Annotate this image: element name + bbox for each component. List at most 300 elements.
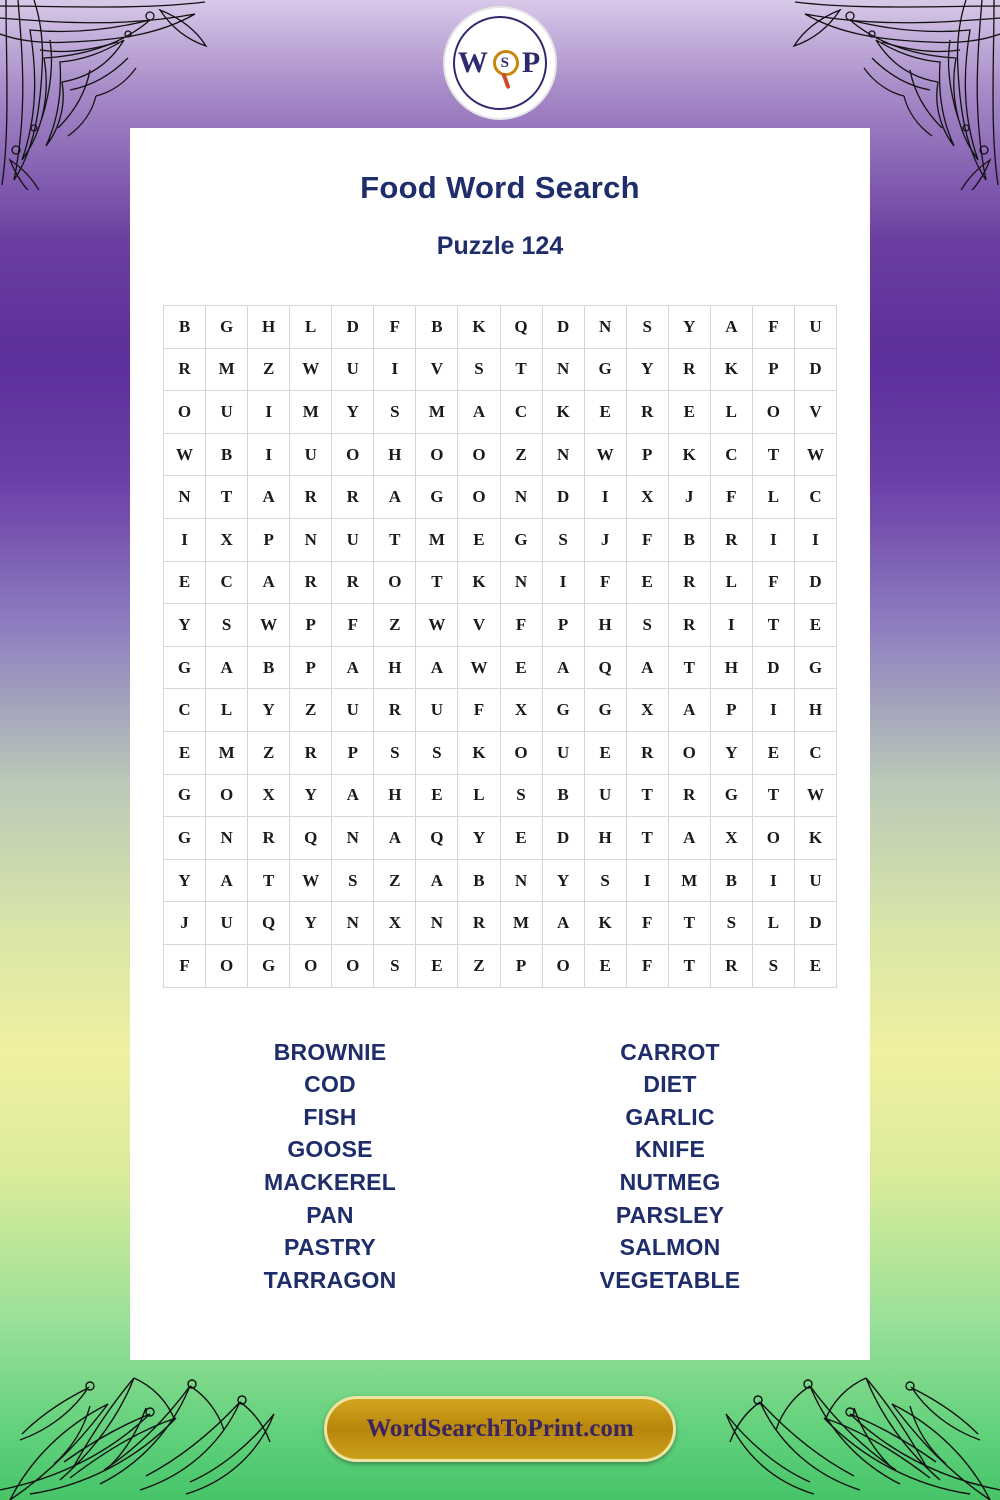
grid-cell[interactable]: F: [626, 944, 668, 987]
grid-cell[interactable]: A: [542, 902, 584, 945]
grid-cell[interactable]: S: [710, 902, 752, 945]
grid-cell[interactable]: H: [584, 817, 626, 860]
grid-cell[interactable]: A: [206, 646, 248, 689]
grid-cell[interactable]: S: [458, 348, 500, 391]
grid-cell[interactable]: G: [206, 306, 248, 349]
grid-cell[interactable]: Y: [164, 604, 206, 647]
grid-cell[interactable]: O: [206, 944, 248, 987]
grid-cell[interactable]: E: [416, 774, 458, 817]
grid-cell[interactable]: U: [290, 433, 332, 476]
grid-cell[interactable]: T: [668, 902, 710, 945]
grid-cell[interactable]: B: [164, 306, 206, 349]
grid-cell[interactable]: I: [542, 561, 584, 604]
grid-cell[interactable]: T: [668, 646, 710, 689]
grid-cell[interactable]: U: [794, 306, 836, 349]
logo-letter-s: S: [500, 54, 511, 71]
page-title: Food Word Search: [360, 170, 640, 205]
grid-cell[interactable]: D: [794, 561, 836, 604]
grid-cell[interactable]: O: [332, 433, 374, 476]
grid-cell[interactable]: Z: [290, 689, 332, 732]
grid-cell[interactable]: B: [710, 859, 752, 902]
grid-cell[interactable]: Q: [416, 817, 458, 860]
word-list-item: KNIFE: [635, 1136, 705, 1163]
grid-cell[interactable]: N: [332, 817, 374, 860]
grid-cell[interactable]: P: [710, 689, 752, 732]
grid-cell[interactable]: A: [206, 859, 248, 902]
grid-cell[interactable]: Y: [290, 902, 332, 945]
grid-cell[interactable]: Y: [626, 348, 668, 391]
grid-cell[interactable]: N: [542, 433, 584, 476]
grid-cell[interactable]: O: [416, 433, 458, 476]
grid-cell[interactable]: Y: [290, 774, 332, 817]
grid-cell[interactable]: T: [374, 518, 416, 561]
grid-cell[interactable]: M: [290, 391, 332, 434]
grid-cell[interactable]: A: [626, 646, 668, 689]
grid-cell[interactable]: M: [668, 859, 710, 902]
grid-cell[interactable]: I: [248, 433, 290, 476]
grid-cell[interactable]: K: [668, 433, 710, 476]
grid-cell[interactable]: X: [206, 518, 248, 561]
grid-cell[interactable]: I: [626, 859, 668, 902]
grid-cell[interactable]: Y: [668, 306, 710, 349]
grid-cell[interactable]: B: [542, 774, 584, 817]
grid-cell[interactable]: T: [668, 944, 710, 987]
grid-cell[interactable]: R: [332, 476, 374, 519]
grid-cell[interactable]: H: [374, 646, 416, 689]
grid-cell[interactable]: N: [500, 561, 542, 604]
word-list-item: GOOSE: [287, 1136, 373, 1163]
grid-cell[interactable]: X: [626, 476, 668, 519]
grid-cell[interactable]: U: [794, 859, 836, 902]
grid-cell[interactable]: W: [290, 348, 332, 391]
grid-cell[interactable]: A: [542, 646, 584, 689]
grid-cell[interactable]: A: [248, 561, 290, 604]
grid-cell[interactable]: T: [752, 604, 794, 647]
grid-cell[interactable]: A: [668, 817, 710, 860]
grid-cell[interactable]: P: [290, 646, 332, 689]
grid-cell[interactable]: P: [290, 604, 332, 647]
grid-cell[interactable]: D: [542, 476, 584, 519]
grid-cell[interactable]: S: [374, 391, 416, 434]
grid-cell[interactable]: R: [626, 731, 668, 774]
grid-cell[interactable]: Z: [374, 859, 416, 902]
grid-cell[interactable]: Y: [164, 859, 206, 902]
grid-cell[interactable]: N: [164, 476, 206, 519]
grid-cell[interactable]: P: [248, 518, 290, 561]
grid-cell[interactable]: I: [752, 859, 794, 902]
grid-cell[interactable]: H: [794, 689, 836, 732]
grid-row: [164, 646, 837, 689]
grid-row: [164, 306, 837, 349]
grid-cell[interactable]: W: [458, 646, 500, 689]
logo-circle: [453, 16, 547, 110]
grid-cell[interactable]: U: [206, 391, 248, 434]
grid-cell[interactable]: E: [416, 944, 458, 987]
grid-cell[interactable]: W: [794, 774, 836, 817]
grid-cell[interactable]: F: [374, 306, 416, 349]
word-list: [180, 1036, 820, 1297]
grid-cell[interactable]: T: [206, 476, 248, 519]
grid-cell[interactable]: F: [710, 476, 752, 519]
grid-cell[interactable]: G: [794, 646, 836, 689]
website-label: WordSearchToPrint.com: [366, 1415, 634, 1442]
grid-cell[interactable]: I: [710, 604, 752, 647]
word-list-item: SALMON: [619, 1234, 721, 1261]
grid-cell[interactable]: W: [794, 433, 836, 476]
word-list-item: FISH: [303, 1103, 357, 1130]
grid-cell[interactable]: G: [416, 476, 458, 519]
grid-cell[interactable]: I: [164, 518, 206, 561]
grid-cell[interactable]: Z: [248, 348, 290, 391]
grid-cell[interactable]: H: [374, 774, 416, 817]
grid-cell[interactable]: F: [626, 518, 668, 561]
grid-row: [164, 689, 837, 732]
grid-cell[interactable]: E: [500, 646, 542, 689]
grid-cell[interactable]: G: [584, 348, 626, 391]
grid-cell[interactable]: S: [206, 604, 248, 647]
grid-cell[interactable]: Q: [500, 306, 542, 349]
grid-cell[interactable]: D: [794, 902, 836, 945]
grid-row: [164, 859, 837, 902]
grid-cell[interactable]: C: [794, 476, 836, 519]
grid-cell[interactable]: W: [416, 604, 458, 647]
grid-cell[interactable]: R: [248, 817, 290, 860]
grid-cell[interactable]: T: [626, 774, 668, 817]
word-list-item: GARLIC: [625, 1103, 715, 1130]
grid-row: [164, 476, 837, 519]
grid-cell[interactable]: E: [164, 731, 206, 774]
grid-cell[interactable]: G: [584, 689, 626, 732]
grid-cell[interactable]: U: [416, 689, 458, 732]
grid-cell[interactable]: F: [164, 944, 206, 987]
word-list-item: TARRAGON: [263, 1267, 397, 1294]
grid-cell[interactable]: R: [374, 689, 416, 732]
grid-cell[interactable]: U: [332, 518, 374, 561]
grid-cell[interactable]: I: [248, 391, 290, 434]
grid-cell[interactable]: E: [584, 731, 626, 774]
grid-cell[interactable]: R: [668, 774, 710, 817]
grid-cell[interactable]: F: [626, 902, 668, 945]
grid-cell[interactable]: M: [206, 348, 248, 391]
grid-cell[interactable]: X: [248, 774, 290, 817]
grid-cell[interactable]: U: [332, 348, 374, 391]
word-list-item: NUTMEG: [619, 1169, 721, 1196]
grid-cell[interactable]: C: [794, 731, 836, 774]
grid-cell[interactable]: O: [542, 944, 584, 987]
grid-cell[interactable]: R: [710, 518, 752, 561]
grid-cell[interactable]: N: [500, 476, 542, 519]
grid-cell[interactable]: O: [164, 391, 206, 434]
grid-cell[interactable]: B: [668, 518, 710, 561]
grid-row: [164, 561, 837, 604]
grid-cell[interactable]: L: [458, 774, 500, 817]
grid-cell[interactable]: Q: [290, 817, 332, 860]
grid-cell[interactable]: N: [290, 518, 332, 561]
grid-row: [164, 433, 837, 476]
grid-cell[interactable]: G: [164, 774, 206, 817]
grid-cell[interactable]: B: [416, 306, 458, 349]
grid-cell[interactable]: K: [458, 306, 500, 349]
word-list-item: BROWNIE: [273, 1038, 387, 1065]
grid-cell[interactable]: Q: [248, 902, 290, 945]
grid-row: [164, 604, 837, 647]
grid-cell[interactable]: A: [710, 306, 752, 349]
grid-cell[interactable]: O: [668, 731, 710, 774]
grid-cell[interactable]: E: [668, 391, 710, 434]
grid-cell[interactable]: Z: [500, 433, 542, 476]
grid-cell[interactable]: A: [416, 859, 458, 902]
grid-cell[interactable]: L: [290, 306, 332, 349]
grid-cell[interactable]: U: [584, 774, 626, 817]
grid-cell[interactable]: F: [752, 306, 794, 349]
grid-cell[interactable]: S: [626, 604, 668, 647]
grid-cell[interactable]: P: [332, 731, 374, 774]
grid-cell[interactable]: T: [500, 348, 542, 391]
grid-cell[interactable]: L: [752, 476, 794, 519]
grid-cell[interactable]: O: [752, 817, 794, 860]
grid-cell[interactable]: U: [542, 731, 584, 774]
grid-row: [164, 348, 837, 391]
puzzle-number: Puzzle 124: [436, 232, 564, 260]
grid-cell[interactable]: H: [374, 433, 416, 476]
magnifier-icon: [493, 50, 519, 76]
grid-cell[interactable]: O: [206, 774, 248, 817]
grid-cell[interactable]: G: [542, 689, 584, 732]
grid-cell[interactable]: P: [500, 944, 542, 987]
grid-cell[interactable]: C: [164, 689, 206, 732]
word-list-item: COD: [304, 1071, 356, 1098]
grid-cell[interactable]: X: [500, 689, 542, 732]
grid-cell[interactable]: G: [710, 774, 752, 817]
grid-cell[interactable]: B: [458, 859, 500, 902]
grid-cell[interactable]: O: [500, 731, 542, 774]
grid-cell[interactable]: R: [626, 391, 668, 434]
logo-letter-p: P: [521, 46, 543, 79]
grid-cell[interactable]: F: [332, 604, 374, 647]
grid-cell[interactable]: D: [542, 306, 584, 349]
puzzle-sheet: [130, 128, 870, 1360]
grid-cell[interactable]: A: [458, 391, 500, 434]
grid-cell[interactable]: E: [164, 561, 206, 604]
word-list-item: VEGETABLE: [599, 1267, 741, 1294]
letter-grid[interactable]: [163, 305, 837, 988]
grid-cell[interactable]: F: [500, 604, 542, 647]
grid-cell[interactable]: F: [584, 561, 626, 604]
grid-cell[interactable]: J: [668, 476, 710, 519]
grid-cell[interactable]: A: [416, 646, 458, 689]
grid-cell[interactable]: W: [164, 433, 206, 476]
grid-cell[interactable]: C: [710, 433, 752, 476]
grid-cell[interactable]: N: [542, 348, 584, 391]
word-list-item: DIET: [643, 1071, 697, 1098]
grid-cell[interactable]: K: [458, 731, 500, 774]
grid-cell[interactable]: X: [710, 817, 752, 860]
word-list-right-column: [520, 1036, 820, 1297]
grid-cell[interactable]: R: [290, 731, 332, 774]
grid-cell[interactable]: T: [752, 433, 794, 476]
grid-cell[interactable]: R: [290, 476, 332, 519]
grid-cell[interactable]: R: [668, 348, 710, 391]
grid-row: [164, 774, 837, 817]
word-list-item: CARROT: [620, 1038, 720, 1065]
grid-row: [164, 817, 837, 860]
letter-grid-container: [163, 305, 837, 988]
grid-cell[interactable]: A: [374, 817, 416, 860]
grid-cell[interactable]: F: [458, 689, 500, 732]
grid-cell[interactable]: U: [206, 902, 248, 945]
grid-cell[interactable]: E: [500, 817, 542, 860]
grid-cell[interactable]: R: [458, 902, 500, 945]
grid-cell[interactable]: S: [752, 944, 794, 987]
grid-cell[interactable]: Z: [374, 604, 416, 647]
logo-letters: [458, 46, 542, 80]
grid-cell[interactable]: E: [458, 518, 500, 561]
grid-cell[interactable]: N: [416, 902, 458, 945]
grid-cell[interactable]: S: [584, 859, 626, 902]
grid-cell[interactable]: R: [290, 561, 332, 604]
grid-cell[interactable]: E: [794, 604, 836, 647]
grid-cell[interactable]: E: [584, 944, 626, 987]
grid-cell[interactable]: R: [668, 561, 710, 604]
grid-cell[interactable]: C: [500, 391, 542, 434]
grid-cell[interactable]: X: [374, 902, 416, 945]
grid-cell[interactable]: K: [710, 348, 752, 391]
grid-cell[interactable]: J: [584, 518, 626, 561]
grid-cell[interactable]: H: [710, 646, 752, 689]
grid-cell[interactable]: Y: [248, 689, 290, 732]
grid-cell[interactable]: I: [752, 518, 794, 561]
word-list-item: PASTRY: [284, 1234, 376, 1261]
grid-cell[interactable]: S: [542, 518, 584, 561]
grid-cell[interactable]: L: [752, 902, 794, 945]
grid-cell[interactable]: M: [206, 731, 248, 774]
grid-cell[interactable]: A: [374, 476, 416, 519]
grid-cell[interactable]: J: [164, 902, 206, 945]
grid-cell[interactable]: O: [374, 561, 416, 604]
grid-cell[interactable]: T: [626, 817, 668, 860]
grid-cell[interactable]: M: [500, 902, 542, 945]
grid-cell[interactable]: G: [500, 518, 542, 561]
grid-row: [164, 731, 837, 774]
grid-cell[interactable]: B: [206, 433, 248, 476]
website-button[interactable]: [324, 1396, 676, 1462]
grid-cell[interactable]: V: [458, 604, 500, 647]
grid-cell[interactable]: G: [164, 646, 206, 689]
grid-cell[interactable]: G: [164, 817, 206, 860]
grid-cell[interactable]: O: [752, 391, 794, 434]
grid-cell[interactable]: S: [416, 731, 458, 774]
grid-cell[interactable]: P: [626, 433, 668, 476]
grid-cell[interactable]: N: [206, 817, 248, 860]
grid-cell[interactable]: E: [752, 731, 794, 774]
grid-cell[interactable]: D: [794, 348, 836, 391]
grid-cell[interactable]: V: [416, 348, 458, 391]
grid-cell[interactable]: A: [248, 476, 290, 519]
grid-cell[interactable]: I: [584, 476, 626, 519]
grid-cell[interactable]: A: [332, 646, 374, 689]
grid-cell[interactable]: L: [206, 689, 248, 732]
grid-cell[interactable]: E: [584, 391, 626, 434]
grid-cell[interactable]: P: [752, 348, 794, 391]
grid-cell[interactable]: W: [584, 433, 626, 476]
word-list-item: MACKEREL: [264, 1169, 396, 1196]
grid-cell[interactable]: Y: [542, 859, 584, 902]
grid-cell[interactable]: A: [332, 774, 374, 817]
grid-cell[interactable]: T: [752, 774, 794, 817]
grid-row: [164, 391, 837, 434]
grid-cell[interactable]: L: [710, 561, 752, 604]
grid-cell[interactable]: B: [248, 646, 290, 689]
grid-cell[interactable]: C: [206, 561, 248, 604]
grid-cell[interactable]: R: [668, 604, 710, 647]
word-list-left-column: [180, 1036, 480, 1297]
grid-cell[interactable]: S: [374, 731, 416, 774]
grid-cell[interactable]: S: [500, 774, 542, 817]
logo-letter-w: W: [457, 46, 490, 79]
grid-cell[interactable]: W: [290, 859, 332, 902]
grid-cell[interactable]: T: [248, 859, 290, 902]
grid-cell[interactable]: T: [416, 561, 458, 604]
grid-cell[interactable]: S: [374, 944, 416, 987]
grid-cell[interactable]: O: [332, 944, 374, 987]
grid-cell[interactable]: H: [584, 604, 626, 647]
grid-cell[interactable]: Y: [710, 731, 752, 774]
grid-cell[interactable]: S: [332, 859, 374, 902]
grid-cell[interactable]: L: [710, 391, 752, 434]
grid-cell[interactable]: Y: [332, 391, 374, 434]
grid-cell[interactable]: K: [458, 561, 500, 604]
grid-cell[interactable]: O: [290, 944, 332, 987]
grid-cell[interactable]: N: [584, 306, 626, 349]
grid-cell[interactable]: D: [752, 646, 794, 689]
grid-cell[interactable]: X: [626, 689, 668, 732]
grid-cell[interactable]: G: [248, 944, 290, 987]
grid-cell[interactable]: P: [542, 604, 584, 647]
grid-cell[interactable]: F: [752, 561, 794, 604]
grid-cell[interactable]: K: [794, 817, 836, 860]
grid-cell[interactable]: R: [164, 348, 206, 391]
grid-cell[interactable]: O: [458, 476, 500, 519]
grid-cell[interactable]: U: [332, 689, 374, 732]
grid-cell[interactable]: D: [332, 306, 374, 349]
grid-cell[interactable]: M: [416, 391, 458, 434]
grid-cell[interactable]: I: [374, 348, 416, 391]
grid-cell[interactable]: S: [626, 306, 668, 349]
grid-cell[interactable]: V: [794, 391, 836, 434]
grid-cell[interactable]: I: [794, 518, 836, 561]
grid-cell[interactable]: H: [248, 306, 290, 349]
grid-cell[interactable]: E: [626, 561, 668, 604]
grid-row: [164, 902, 837, 945]
grid-cell[interactable]: Z: [248, 731, 290, 774]
grid-cell[interactable]: K: [542, 391, 584, 434]
grid-cell[interactable]: D: [542, 817, 584, 860]
grid-cell[interactable]: R: [332, 561, 374, 604]
grid-cell[interactable]: I: [752, 689, 794, 732]
grid-cell[interactable]: N: [500, 859, 542, 902]
grid-cell[interactable]: K: [584, 902, 626, 945]
grid-cell[interactable]: Q: [584, 646, 626, 689]
grid-cell[interactable]: N: [332, 902, 374, 945]
grid-cell[interactable]: W: [248, 604, 290, 647]
grid-cell[interactable]: O: [458, 433, 500, 476]
grid-cell[interactable]: E: [794, 944, 836, 987]
grid-cell[interactable]: M: [416, 518, 458, 561]
grid-cell[interactable]: R: [710, 944, 752, 987]
grid-cell[interactable]: Z: [458, 944, 500, 987]
grid-cell[interactable]: A: [668, 689, 710, 732]
grid-cell[interactable]: Y: [458, 817, 500, 860]
